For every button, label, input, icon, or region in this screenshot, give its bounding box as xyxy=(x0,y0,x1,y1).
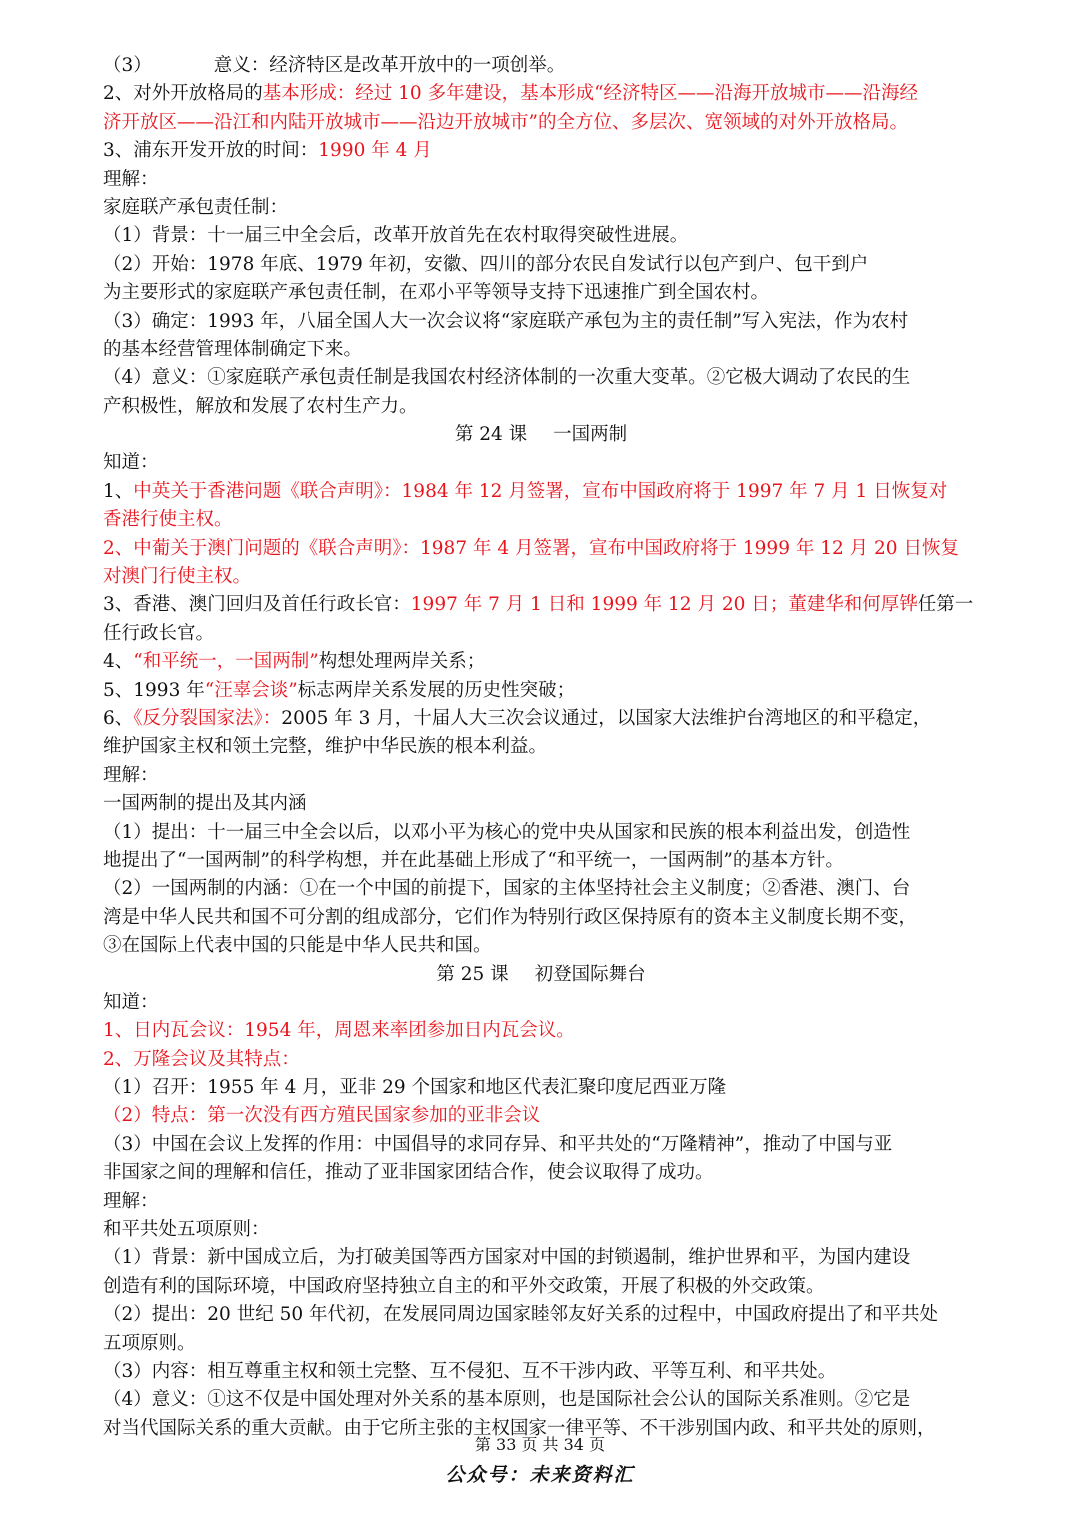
text-line: （2）特点：第一次没有西方殖民国家参加的亚非会议 xyxy=(103,1105,541,1127)
text-line: 对当代国际关系的重大贡献。由于它所主张的主权国家一律平等、不干涉别国内政、和平共处的原则， xyxy=(103,1417,936,1439)
text-line: 理解： xyxy=(103,168,159,190)
text-line: 理解： xyxy=(103,764,159,786)
text-line: 知道： xyxy=(103,452,159,474)
page-number: 第 33 页 共 34 页 xyxy=(474,1435,606,1454)
text-line: 理解： xyxy=(103,1190,159,1212)
text-line: （1）背景：十一届三中全会后，改革开放首先在农村取得突破性进展。 xyxy=(103,225,689,247)
text-line: 2、万隆会议及其特点： xyxy=(103,1048,300,1070)
text-line: （4）意义：①家庭联产承包责任制是我国农村经济体制的一次重大变革。②它极大调动了农民的生 xyxy=(103,367,911,389)
text-line: （3）内容：相互尊重主权和领土完整、互不侵犯、互不干涉内政、平等互利、和平共处。 xyxy=(103,1360,837,1382)
text-line: 4、“和平统一，一国两制”构想处理两岸关系； xyxy=(103,651,486,673)
text-line: 2、中葡关于澳门问题的《联合声明》：1987 年 4 月签署，宣布中国政府将于 1999 年 12 月 20 日恢复 xyxy=(103,537,959,559)
text-line: （3）中国在会议上发挥的作用：中国倡导的求同存异、和平共处的“万隆精神”，推动了中国与亚 xyxy=(103,1133,893,1155)
text-line: 5、1993 年“汪辜会谈”标志两岸关系发展的历史性突破； xyxy=(103,679,576,701)
text-line: 地提出了“一国两制”的科学构想，并在此基础上形成了“和平统一，一国两制”的基本方针。 xyxy=(103,849,844,871)
text-line: 济开放区——沿江和内陆开放城市——沿边开放城市”的全方位、多层次、宽领域的对外开放格局。 xyxy=(103,111,908,133)
text-line: 香港行使主权。 xyxy=(103,509,233,531)
text-line: 知道： xyxy=(103,991,159,1013)
lesson-heading: 第 24 课 一国两制 xyxy=(454,424,628,446)
text-line: 任行政长官。 xyxy=(103,622,215,644)
text-line: （1）提出：十一届三中全会以后，以邓小平为核心的党中央从国家和民族的根本利益出发，创造性 xyxy=(103,821,911,843)
text-line: 1、中英关于香港问题《联合声明》：1984 年 12 月签署，宣布中国政府将于 1997 年 7 月 1 日恢复对 xyxy=(103,480,948,502)
text-line: （2）提出：20 世纪 50 年代初，在发展同周边国家睦邻友好关系的过程中，中国政府提出了和平共处 xyxy=(103,1304,938,1326)
text-line: ③在国际上代表中国的只能是中华人民共和国。 xyxy=(103,935,492,957)
document-body xyxy=(103,52,979,1443)
text-line: 家庭联产承包责任制： xyxy=(103,196,289,218)
footer-brand: 公众号：未来资料汇 xyxy=(445,1464,635,1486)
text-line: 创造有利的国际环境，中国政府坚持独立自主的和平外交政策，开展了积极的外交政策。 xyxy=(103,1275,825,1297)
text-line: 和平共处五项原则： xyxy=(103,1219,270,1241)
lesson-heading: 第 25 课 初登国际舞台 xyxy=(436,963,646,985)
text-line: （3）确定：1993 年，八届全国人大一次会议将“家庭联产承包为主的责任制”写入宪法，作为农村 xyxy=(103,310,909,332)
text-line: 2、对外开放格局的基本形成：经过 10 多年建设，基本形成“经济特区——沿海开放城市——沿海经 xyxy=(103,83,919,105)
text-line: （2）一国两制的内涵：①在一个中国的前提下，国家的主体坚持社会主义制度；②香港、澳门、台 xyxy=(103,878,911,900)
text-line: 非国家之间的理解和信任，推动了亚非国家团结合作，使会议取得了成功。 xyxy=(103,1162,714,1184)
text-line: （2）开始：1978 年底、1979 年初，安徽、四川的部分农民自发试行以包产到户、包干到户 xyxy=(103,253,869,275)
text-line: 3、浦东开发开放的时间：1990 年 4 月 xyxy=(103,140,432,162)
text-line: （1）背景：新中国成立后，为打破美国等西方国家对中国的封锁遏制，维护世界和平，为国内建设 xyxy=(103,1247,911,1269)
text-line: 一国两制的提出及其内涵 xyxy=(103,793,307,815)
text-line: 五项原则。 xyxy=(103,1332,196,1354)
text-line: （3） 意义：经济特区是改革开放中的一项创举。 xyxy=(103,55,566,76)
text-line: 湾是中华人民共和国不可分割的组成部分，它们作为特别行政区保持原有的资本主义制度长期不变， xyxy=(103,906,918,928)
text-line: （4）意义：①这不仅是中国处理对外关系的基本原则，也是国际社会公认的国际关系准则。②它是 xyxy=(103,1389,911,1411)
text-line: 6、《反分裂国家法》：2005 年 3 月，十届人大三次会议通过，以国家大法维护台湾地区的和平稳定， xyxy=(103,707,932,729)
text-line: （1）召开：1955 年 4 月，亚非 29 个国家和地区代表汇聚印度尼西亚万隆 xyxy=(103,1077,727,1099)
text-line: 对澳门行使主权。 xyxy=(103,566,252,588)
text-line: 3、香港、澳门回归及首任行政长官：1997 年 7 月 1 日和 1999 年 12 月 20 日；董建华和何厚铧任第一 xyxy=(103,594,974,616)
text-line: 产积极性，解放和发展了农村生产力。 xyxy=(103,395,418,417)
text-line: 的基本经营管理体制确定下来。 xyxy=(103,338,363,360)
text-line: 1、日内瓦会议：1954 年，周恩来率团参加日内瓦会议。 xyxy=(103,1020,575,1042)
text-line: 维护国家主权和领土完整，维护中华民族的根本利益。 xyxy=(103,736,548,758)
text-line: 为主要形式的家庭联产承包责任制，在邓小平等领导支持下迅速推广到全国农村。 xyxy=(103,282,770,304)
